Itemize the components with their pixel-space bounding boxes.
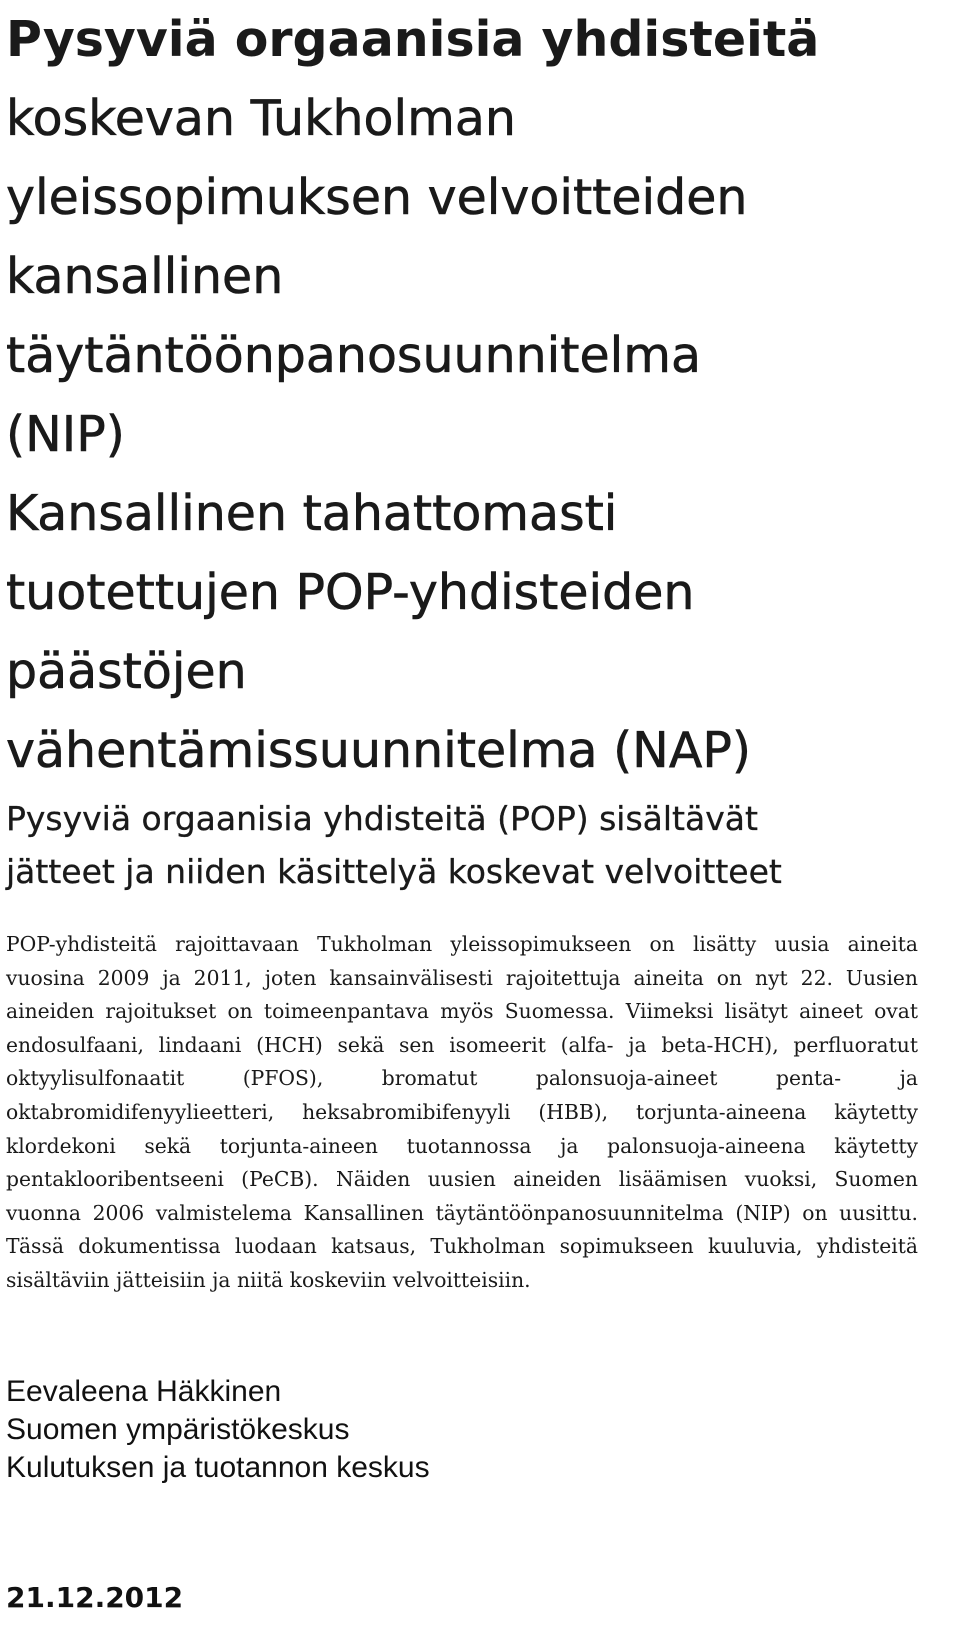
document-date: 21.12.2012 [6, 1581, 184, 1614]
title-line: Kansallinen tahattomasti [6, 485, 618, 542]
document-title [6, 0, 946, 790]
author-organization: Suomen ympäristökeskus [6, 1413, 350, 1446]
document-subtitle [6, 792, 946, 898]
title-line: kansallinen [6, 248, 284, 305]
title-line: yleissopimuksen velvoitteiden [6, 169, 748, 226]
author-info [6, 1373, 906, 1487]
subtitle-line: Pysyviä orgaanisia yhdisteitä (POP) sisältävät [6, 799, 758, 838]
title-line: vähentämissuunnitelma (NAP) [6, 722, 752, 779]
author-unit: Kulutuksen ja tuotannon keskus [6, 1451, 430, 1484]
author-name: Eevaleena Häkkinen [6, 1375, 282, 1408]
title-line: koskevan Tukholman [6, 90, 516, 147]
subtitle-line: jätteet ja niiden käsittelyä koskevat velvoitteet [6, 852, 782, 891]
title-line: (NIP) [6, 406, 125, 463]
title-line: tuotettujen POP-yhdisteiden [6, 564, 695, 621]
title-line: päästöjen [6, 643, 247, 700]
title-line: Pysyviä orgaanisia yhdisteitä [6, 11, 820, 68]
title-line: täytäntöönpanosuunnitelma [6, 327, 702, 384]
abstract-paragraph: POP-yhdisteitä rajoittavaan Tukholman yleissopimukseen on lisätty uusia aineita vuosina 2009 ja 2011, joten kansainvälisesti rajoitettuja aineita on nyt 22. Uusien aineiden rajoitukset on toimeenpantava myös Suomessa. Viimeksi lisätyt aineet ovat endosulfaani, lindaani (HCH) sekä sen isomeerit (alfa- ja beta-HCH), perfluoratut oktyylisulfonaatit (PFOS), bromatut palonsuoja-aineet penta- ja oktabromidifenyylieetteri, heksabromibifenyyli (HBB), torjunta-aineena käytetty klordekoni sekä torjunta-aineen tuotannossa ja palonsuoja-aineena käytetty pentaklooribentseeni (PeCB). Näiden uusien aineiden lisäämisen vuoksi, Suomen vuonna 2006 valmistelema Kansallinen täytäntöönpanosuunnitelma (NIP) on uusittu. Tässä dokumentissa luodaan katsaus, Tukholman sopimukseen kuuluvia, yhdisteitä sisältäviin jätteisiin ja niitä koskeviin velvoitteisiin. [6, 932, 918, 1292]
